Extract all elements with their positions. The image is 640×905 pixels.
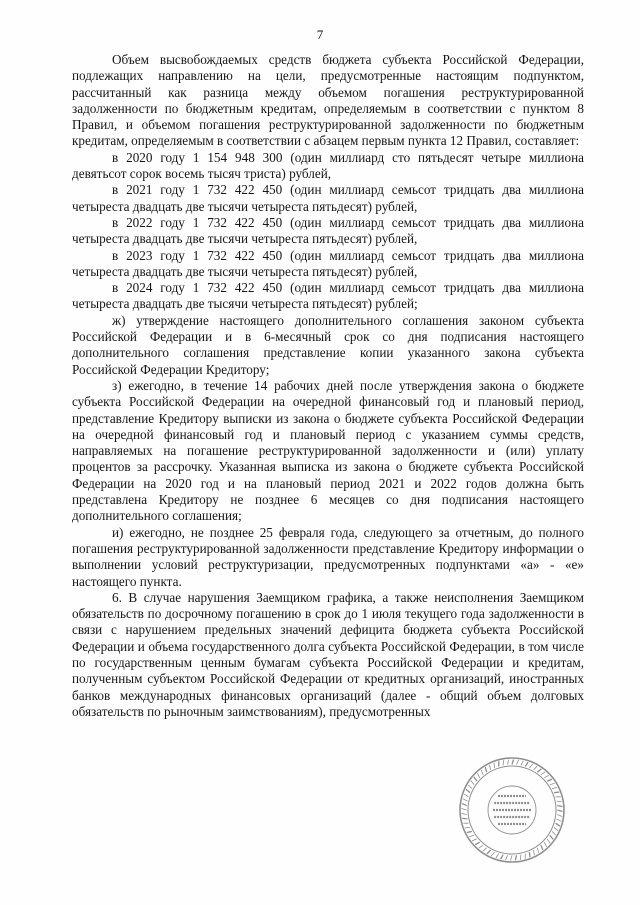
stamp-letter-mark	[529, 764, 532, 768]
stamp-letter-mark	[515, 855, 516, 860]
stamp-letter-mark	[462, 804, 467, 806]
stamp-letter-mark	[516, 760, 518, 765]
stamp-letter-mark	[529, 852, 530, 857]
stamp-letter-mark	[533, 766, 537, 770]
paragraph: в 2022 году 1 732 422 450 (один миллиард семьсот тридцать два миллиона четыреста двадцать две тысячи четыреста пятьдесят) рублей,	[72, 214, 584, 247]
stamp-letter-mark	[474, 777, 477, 781]
stamp-letter-mark	[554, 827, 558, 830]
stamp-letter-mark	[550, 783, 555, 785]
stamp-letter-mark	[475, 842, 480, 844]
stamp-letter-mark	[467, 831, 472, 832]
stamp-letter-mark	[544, 775, 549, 777]
paragraph: в 2021 году 1 732 422 450 (один миллиард семьсот тридцать два миллиона четыреста двадцать две тысячи четыреста пятьдесят) рублей,	[72, 182, 584, 214]
document-body	[72, 52, 584, 720]
stamp-letter-mark	[521, 761, 523, 766]
stamp-letter-mark	[557, 814, 562, 816]
stamp-letter-mark	[503, 760, 504, 765]
stamp-letter-mark	[533, 850, 534, 855]
stamp-letter-mark	[468, 785, 472, 789]
stamp-letter-mark	[554, 792, 559, 793]
stamp-letter-mark	[479, 845, 483, 848]
paragraph: и) ежегодно, не позднее 25 февраля года, следующего за отчетным, до полного погашения реструктурированной задолженности представление Кредитору информации о выполнении условий реструктуризации, предусмотренных подпунктами «а» - «е» настоящего пункта.	[72, 524, 584, 589]
stamp-letter-mark	[464, 794, 468, 797]
paragraph: з) ежегодно, в течение 14 рабочих дней после утверждения закона о бюджете субъекта Российской Федерации на очередной финансовый год и плановый период, представление Кредитору выписки из закона о бюджете субъекта Российской Федерации на очередной финансовый год и плановый период с указанием суммы средств, направляемых на погашение реструктурированной задолженности и (или) уплату процентов за рассрочку. Указанная выписка из закона о бюджете субъекта Российской Федерации на 2020 год и на плановый период 2021 и 2022 годов должна быть представлена Кредитору не позднее 6 месяцев со дня подписания настоящего дополнительного соглашения;	[72, 377, 584, 524]
stamp-letter-mark	[462, 808, 467, 810]
stamp-letter-mark	[487, 850, 491, 854]
page-number: 7	[316, 27, 324, 42]
stamp-letter-mark	[556, 823, 560, 826]
stamp-letter-mark	[494, 763, 495, 768]
paragraph: в 2024 году 1 732 422 450 (один миллиард семьсот тридцать два миллиона четыреста двадцать две тысячи четыреста пятьдесят) рублей;	[72, 280, 584, 312]
official-stamp	[457, 755, 567, 865]
paragraph: 6. В случае нарушения Заемщиком графика, а также неисполнения Заемщиком обязательств по досрочному погашению в срок до 1 июля текущего года задолженности в связи с нарушением предельных значений дефицита бюджета субъекта Российской Федерации и объема государственного долга субъекта Российской Федерации, в том числе по государственным ценным бумагам субъекта Российской Федерации и кредитам, полученным субъектом Российской Федерации от кредитных организаций, иностранных банков международных финансовых организаций (далее - общий объем долговых обязательств по рыночным заимствованиям), предусмотренных	[72, 589, 584, 719]
stamp-letter-mark	[462, 818, 467, 819]
paragraph: Объем высвобождаемых средств бюджета субъекта Российской Федерации, подлежащих направлению на цели, предусмотренные настоящим подпунктом, рассчитанный как разница между объемом погашения реструктурированной задолженности по бюджетным кредитам, определяемым в соответствии с пунктом 8 Правил, и объемом погашения реструктурированной задолженности по бюджетным кредитам, определяемым в соответствии с абзацем первым пункта 12 Правил, составляет:	[72, 52, 584, 149]
stamp-letter-mark	[541, 772, 545, 775]
stamp-letter-mark	[552, 831, 556, 835]
stamp-letter-mark	[481, 770, 483, 775]
stamp-letter-mark	[552, 788, 557, 789]
stamp-letter-mark	[557, 819, 562, 821]
stamp-letter-mark	[557, 806, 562, 807]
stamp-letter-mark	[547, 779, 552, 781]
stamp-letter-mark	[483, 848, 487, 851]
stamp-letter-mark	[512, 760, 514, 765]
stamp-letter-mark	[506, 855, 508, 860]
stamp-letter-mark	[490, 765, 491, 770]
stamp-letter-mark	[508, 760, 509, 765]
stamp-letter-mark	[469, 835, 474, 837]
paragraph: ж) утверждение настоящего дополнительного соглашения законом субъекта Российской Федерации и в 6-месячный срок со дня подписания настоящего дополнительного соглашения представление копии указанного закона субъекта Российской Федерации Кредитору;	[72, 312, 584, 377]
stamp-letter-mark	[525, 762, 528, 766]
stamp-letter-mark	[510, 856, 512, 861]
stamp-center-marks	[493, 796, 531, 824]
stamp-letter-mark	[477, 773, 479, 778]
stamp-letter-mark	[550, 835, 553, 839]
stamp-letter-mark	[537, 769, 541, 772]
stamp-letter-mark	[485, 767, 487, 772]
paragraph: в 2023 году 1 732 422 450 (один миллиард семьсот тридцать два миллиона четыреста двадцать две тысячи четыреста пятьдесят) рублей,	[72, 247, 584, 279]
stamp-letter-mark	[471, 781, 474, 785]
stamp-letter-mark	[544, 842, 546, 847]
stamp-letter-mark	[520, 855, 521, 860]
stamp-letter-mark	[466, 789, 470, 792]
stamp-letter-mark	[557, 801, 562, 802]
stamp-letter-mark	[472, 839, 477, 841]
stamp-letter-mark	[547, 839, 550, 843]
stamp-letter-mark	[491, 852, 494, 856]
stamp-letter-mark	[465, 827, 470, 828]
stamp-letter-mark	[462, 813, 467, 814]
stamp-letter-mark	[496, 854, 499, 858]
stamp-letter-mark	[463, 799, 468, 801]
stamp-letter-mark	[558, 810, 563, 812]
stamp-letter-mark	[537, 848, 539, 853]
stamp-letter-mark	[501, 855, 503, 860]
paragraph: в 2020 году 1 154 948 300 (один миллиард сто пятьдесят четыре миллиона девятьсот сорок восемь тысяч триста) рублей,	[72, 149, 584, 182]
stamp-letter-mark	[541, 845, 543, 850]
